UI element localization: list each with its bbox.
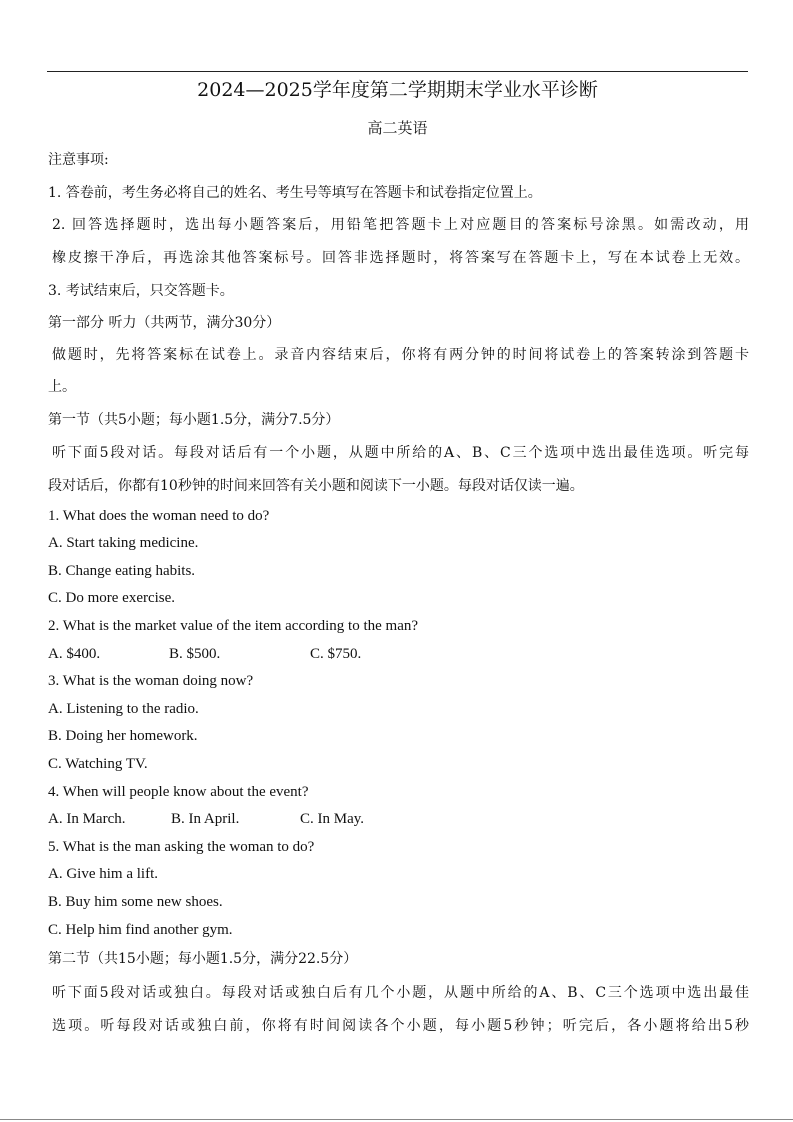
question-option: A. Listening to the radio. xyxy=(48,701,199,717)
section2-heading: 第二节（共15小题；每小题1.5分，满分22.5分） xyxy=(48,951,358,967)
notice-item: 3. 考试结束后，只交答题卡。 xyxy=(48,283,234,299)
question-option: A. $400. xyxy=(48,646,101,662)
header-rule xyxy=(47,71,748,72)
part1-intro-line: 上。 xyxy=(48,379,76,395)
question-stem: 3. What is the woman doing now? xyxy=(48,673,254,689)
section1-heading: 第一节（共5小题；每小题1.5分，满分7.5分） xyxy=(48,412,340,428)
question-option: C. In May. xyxy=(300,811,365,827)
part1-heading: 第一部分 听力（共两节，满分30分） xyxy=(48,315,281,331)
section2-intro-line: 听下面5段对话或独白。每段对话或独白后有几个小题，从题中所给的A、B、C三个选项中选出最佳 xyxy=(52,985,749,1001)
part1-intro-line: 做题时，先将答案标在试卷上。录音内容结束后，你将有两分钟的时间将试卷上的答案转涂到答题卡 xyxy=(52,347,749,363)
question-stem: 1. What does the woman need to do? xyxy=(48,508,270,524)
question-option: A. In March. xyxy=(48,811,126,827)
question-option: C. Watching TV. xyxy=(48,756,148,772)
section2-intro-line: 选项。听每段对话或独白前，你将有时间阅读各个小题，每小题5秒钟；听完后，各小题将给出5秒 xyxy=(52,1018,749,1034)
question-stem: 5. What is the man asking the woman to do? xyxy=(48,839,315,855)
section1-intro-line: 段对话后，你都有10秒钟的时间来回答有关小题和阅读下一小题。每段对话仅读一遍。 xyxy=(48,478,584,494)
question-option: B. Doing her homework. xyxy=(48,728,198,744)
question-option: B. Buy him some new shoes. xyxy=(48,894,223,910)
question-option: C. Help him find another gym. xyxy=(48,922,233,938)
notice-heading: 注意事项: xyxy=(48,152,109,168)
notice-item: 1. 答卷前，考生务必将自己的姓名、考生号等填写在答题卡和试卷指定位置上。 xyxy=(48,185,542,201)
question-option: C. $750. xyxy=(310,646,362,662)
question-option: A. Give him a lift. xyxy=(48,866,158,882)
exam-title: 2024—2025学年度第二学期期末学业水平诊断 xyxy=(197,79,598,101)
notice-item: 橡皮擦干净后，再选涂其他答案标号。回答非选择题时，将答案写在答题卡上，写在本试卷上无效。 xyxy=(52,250,749,266)
section1-intro-line: 听下面5段对话。每段对话后有一个小题，从题中所给的A、B、C三个选项中选出最佳选项。听完每 xyxy=(52,445,749,461)
question-option: B. $500. xyxy=(169,646,221,662)
exam-subject: 高二英语 xyxy=(367,119,428,137)
question-stem: 4. When will people know about the event? xyxy=(48,784,309,800)
notice-item: 2. 回答选择题时，选出每小题答案后，用铅笔把答题卡上对应题目的答案标号涂黑。如需改动，用 xyxy=(52,217,749,233)
question-option: B. In April. xyxy=(171,811,240,827)
page-bottom-edge xyxy=(0,1119,793,1120)
question-option: C. Do more exercise. xyxy=(48,590,176,606)
question-option: A. Start taking medicine. xyxy=(48,535,199,551)
question-option: B. Change eating habits. xyxy=(48,563,196,579)
question-stem: 2. What is the market value of the item according to the man? xyxy=(48,618,419,634)
